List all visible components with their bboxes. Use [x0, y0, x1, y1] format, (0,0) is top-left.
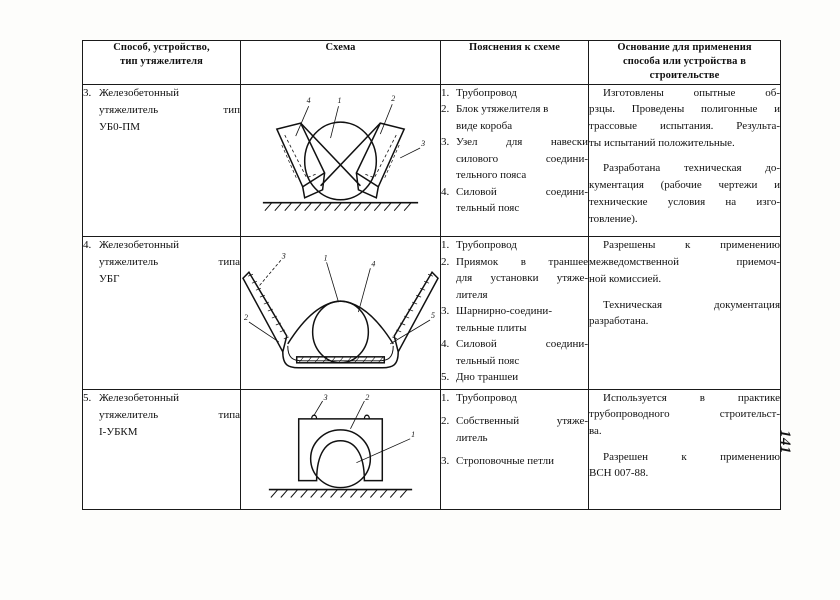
notes-cell-3	[441, 84, 589, 237]
note-text: Трубопровод	[456, 391, 517, 404]
note-number: 1.	[441, 239, 450, 252]
list-item	[441, 413, 588, 446]
diagram-label-3: 3	[323, 392, 328, 402]
basis-paragraph: Разрешен к применению ВСН 007-88.	[589, 450, 780, 480]
note-text: Приямок в траншее для установки утяже- лителя	[456, 255, 588, 301]
header-basis	[589, 41, 781, 85]
note-number: 5.	[441, 371, 450, 384]
diagram-label-3: 3	[421, 138, 426, 148]
list-item	[441, 134, 588, 184]
method-title-5: Железобетонный	[99, 391, 180, 404]
list-item	[441, 237, 588, 254]
method-title-3: Железобетонный	[99, 86, 180, 99]
list-item	[441, 85, 588, 102]
diagram-label-4: 4	[371, 259, 376, 269]
note-number: 2.	[441, 255, 450, 268]
basis-paragraph: Используется в практике трубопроводного строительст- ва.	[589, 391, 780, 437]
method-code-5: I-УБКМ	[99, 425, 138, 438]
list-item	[441, 390, 588, 407]
basis-paragraph: Разрешены к применению межведомственной приемоч- ной комиссией.	[589, 239, 780, 285]
note-text: Шарнирно-соедини- тельные плиты	[456, 305, 552, 334]
list-item	[441, 303, 588, 336]
basis-paragraph: Разработана техническая до- кументация (рабочие чертежи и технические условия на изго- товление).	[589, 162, 780, 225]
note-number: 3.	[441, 455, 450, 467]
diagram-label-1: 1	[337, 95, 342, 105]
note-number: 1.	[441, 86, 450, 99]
diagram-label-1: 1	[411, 429, 416, 439]
table-row	[83, 237, 781, 389]
header-method-line2: тип утяжелителя	[120, 56, 203, 68]
list-item	[441, 184, 588, 217]
method-cell-5	[83, 389, 241, 510]
note-text: Узел для навески силового соедини- тельного пояса	[456, 136, 588, 182]
note-text: Силовой соедини- тельный пояс	[456, 338, 588, 367]
note-text: Дно траншеи	[456, 371, 519, 384]
note-text: Строповочные петли	[456, 455, 554, 467]
method-subtitle-5-left: утяжелитель	[99, 408, 159, 421]
method-subtitle-3	[83, 102, 240, 119]
header-explanations	[441, 41, 589, 85]
method-code-4: УБГ	[99, 273, 120, 286]
method-subtitle-5	[83, 407, 240, 424]
header-method	[83, 41, 241, 85]
method-title-4: Железобетонный	[99, 239, 180, 252]
note-number: 4.	[441, 338, 450, 351]
header-explanations-line1: Пояснения к схеме	[468, 42, 561, 53]
method-number-5: 5.	[83, 391, 92, 404]
list-item	[441, 336, 588, 369]
basis-paragraph: Изготовлены опытные об- рзцы. Проведены полигонные и трассовые испытания. Результа- ты испытаний положительные.	[589, 86, 780, 149]
diagram-cell-4	[241, 237, 441, 389]
header-basis-line1: Основание для применения	[617, 42, 752, 53]
diagram-cell-3	[241, 84, 441, 237]
methods-table	[82, 40, 781, 510]
diagram-label-1: 1	[323, 253, 328, 263]
note-text: Блок утяжелителя в виде короба	[456, 103, 549, 132]
notes-cell-5	[441, 389, 589, 510]
header-scheme	[241, 41, 441, 85]
method-subtitle-3-left: утяжелитель	[99, 103, 159, 116]
diagram-label-3: 3	[281, 251, 286, 261]
weight-block-i-ubkm-figure	[241, 390, 440, 510]
diagram-label-4: 4	[306, 95, 311, 105]
list-item	[441, 254, 588, 304]
method-cell-3	[83, 84, 241, 237]
note-text: Собственный утяже- литель	[456, 415, 588, 444]
basis-cell-3	[589, 84, 781, 237]
diagram-label-2: 2	[391, 93, 396, 103]
header-scheme-line1: Схема	[325, 42, 356, 53]
header-basis-line2: способа или устройства в	[622, 56, 747, 68]
weight-block-ubg-figure	[241, 237, 440, 388]
list-item	[441, 453, 588, 470]
note-number: 3.	[441, 136, 450, 149]
method-subtitle-5-right: типа	[218, 408, 240, 421]
header-method-line1: Способ, устройство,	[113, 42, 210, 53]
table-header-row	[83, 41, 781, 85]
method-subtitle-4-right: типа	[218, 256, 240, 269]
note-text: Силовой соедини- тельный пояс	[456, 185, 588, 215]
note-number: 4.	[441, 185, 450, 198]
note-number: 2.	[441, 415, 450, 427]
note-number: 3.	[441, 305, 450, 318]
note-text: Трубопровод	[456, 239, 517, 252]
page-number: 141	[777, 430, 793, 454]
method-number-4: 4.	[83, 239, 92, 252]
note-number: 2.	[441, 103, 450, 116]
diagram-label-2: 2	[243, 313, 248, 323]
basis-paragraph: Техническая документация разработана.	[589, 298, 780, 328]
weight-block-ubo-pm-figure	[241, 85, 440, 237]
list-item	[441, 369, 588, 386]
basis-cell-4	[589, 237, 781, 389]
method-subtitle-4	[83, 254, 240, 271]
diagram-cell-5	[241, 389, 441, 510]
table-row	[83, 84, 781, 237]
method-subtitle-4-left: утяжелитель	[99, 256, 159, 269]
method-number-3: 3.	[83, 86, 92, 99]
method-subtitle-3-right: тип	[223, 103, 240, 116]
list-item	[441, 101, 588, 134]
method-cell-4	[83, 237, 241, 389]
method-code-3: УБ0-ПМ	[99, 120, 140, 133]
note-text: Трубопровод	[456, 86, 517, 99]
notes-cell-4	[441, 237, 589, 389]
table-row	[83, 389, 781, 510]
diagram-label-2: 2	[365, 392, 370, 402]
note-number: 1.	[441, 391, 450, 404]
header-basis-line3: строительстве	[649, 70, 720, 82]
basis-cell-5	[589, 389, 781, 510]
diagram-label-5: 5	[431, 311, 436, 321]
